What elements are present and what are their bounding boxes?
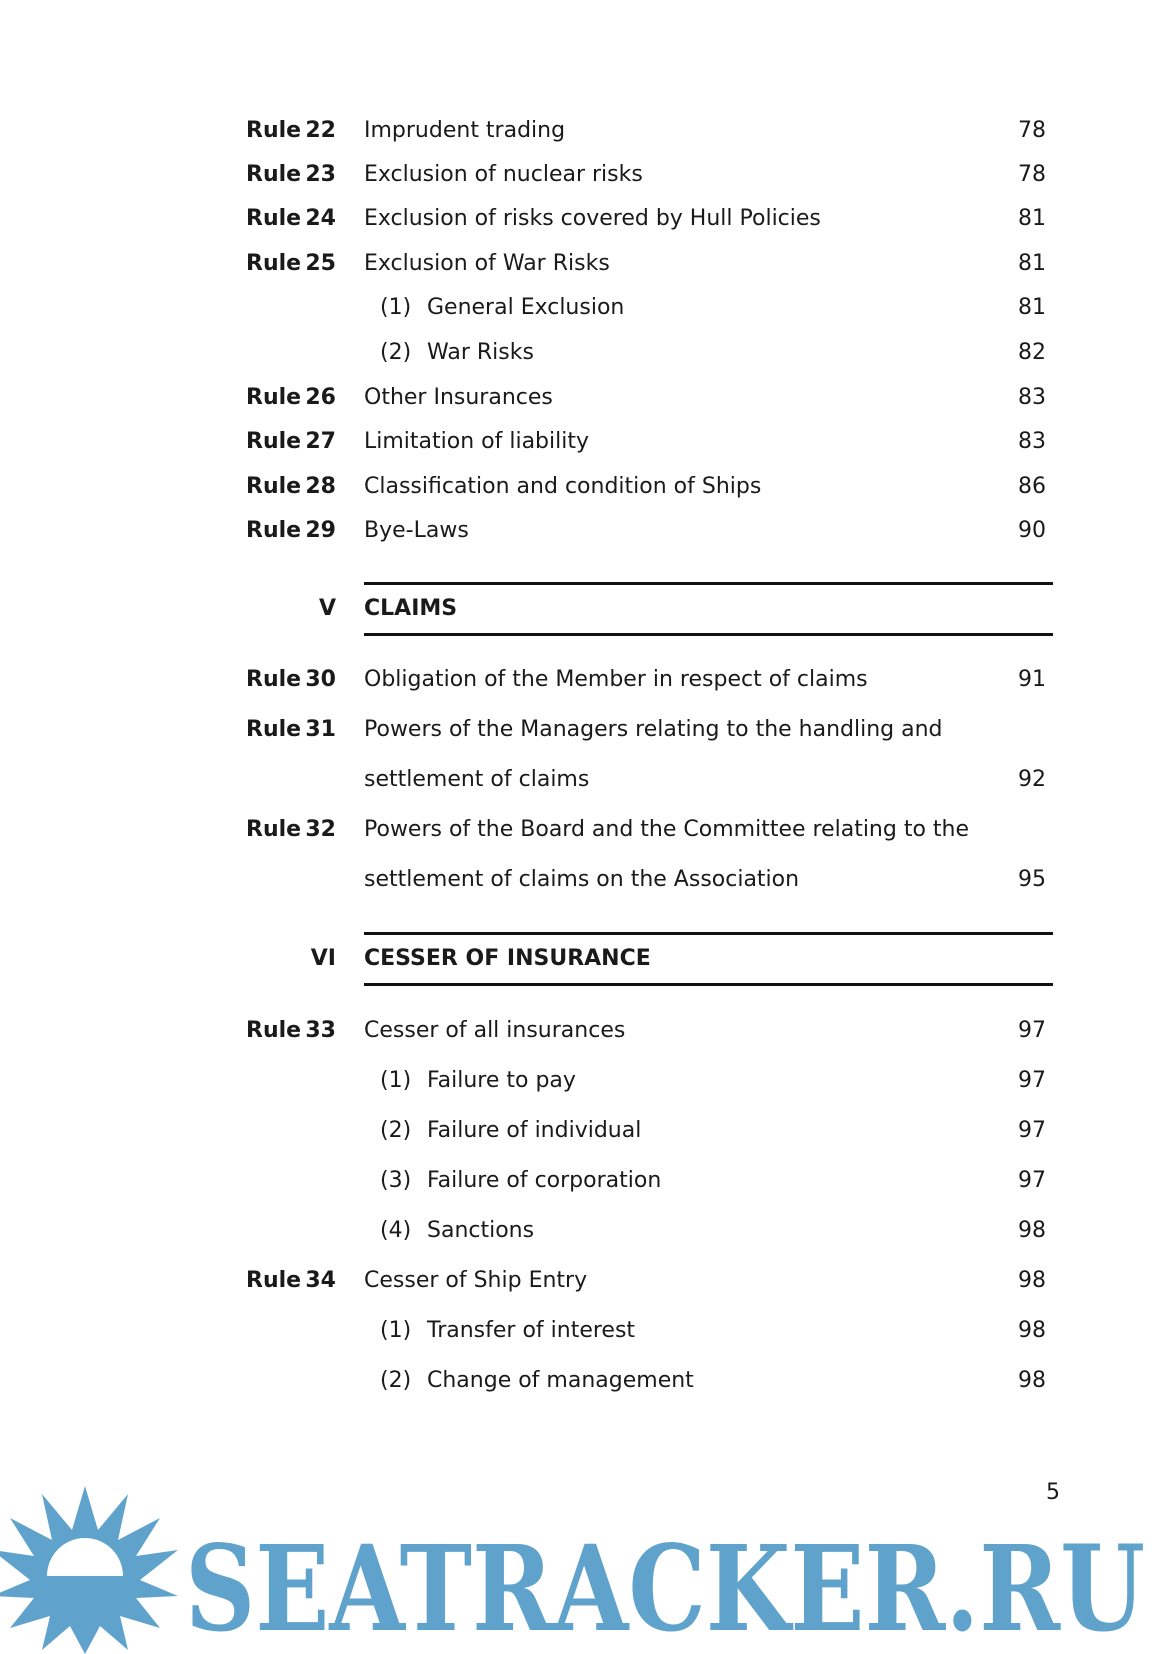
page-ref: 83 [1018, 385, 1046, 410]
sub-title: Transfer of interest [427, 1318, 636, 1343]
section-numeral: V [318, 596, 336, 621]
toc-row-rule-22 [0, 109, 1166, 153]
rule-number: 24 [305, 206, 336, 231]
section-rule-bottom [364, 983, 1053, 986]
sub-title: General Exclusion [427, 295, 625, 320]
sun-burst-icon [0, 1486, 178, 1654]
page-ref: 98 [1018, 1368, 1046, 1393]
sub-title: Sanctions [427, 1218, 535, 1243]
rule-number: 26 [305, 385, 336, 410]
toc-row-rule-27 [0, 420, 1166, 464]
section-heading-vi [0, 937, 1166, 981]
rule-number: 23 [305, 162, 336, 187]
toc-row-continuation [0, 858, 1166, 902]
rule-number: 22 [305, 118, 336, 143]
page-ref: 83 [1018, 429, 1046, 454]
page-ref: 97 [1018, 1018, 1046, 1043]
rule-label: Rule [246, 429, 302, 454]
entry-title: Obligation of the Member in respect of claims [364, 667, 868, 692]
toc-subrow [0, 1209, 1166, 1253]
rule-label: Rule [246, 1018, 302, 1043]
toc-subrow [0, 1309, 1166, 1353]
sub-number: (1) [380, 1068, 412, 1093]
entry-title-continuation: settlement of claims [364, 767, 590, 792]
rule-label: Rule [246, 717, 302, 742]
rule-number: 31 [305, 717, 336, 742]
page-ref: 91 [1018, 667, 1046, 692]
toc-subrow [0, 1109, 1166, 1153]
section-title: CESSER OF INSURANCE [364, 946, 651, 971]
page-ref: 97 [1018, 1118, 1046, 1143]
entry-title: Classification and condition of Ships [364, 474, 762, 499]
sub-number: (2) [380, 340, 412, 365]
section-rule-top [364, 582, 1053, 585]
section-heading-v [0, 587, 1166, 631]
rule-number: 27 [305, 429, 336, 454]
rule-number: 25 [305, 251, 336, 276]
toc-subrow [0, 1159, 1166, 1203]
entry-title: Bye-Laws [364, 518, 469, 543]
sub-title: War Risks [427, 340, 534, 365]
page-ref: 97 [1018, 1068, 1046, 1093]
entry-title: Cesser of all insurances [364, 1018, 626, 1043]
page-ref: 98 [1018, 1318, 1046, 1343]
rule-number: 34 [305, 1268, 336, 1293]
toc-subrow [0, 331, 1166, 375]
rule-number: 32 [305, 817, 336, 842]
rule-number: 33 [305, 1018, 336, 1043]
section-title: CLAIMS [364, 596, 458, 621]
rule-label: Rule [246, 667, 302, 692]
sub-number: (1) [380, 295, 412, 320]
sub-number: (2) [380, 1118, 412, 1143]
entry-title: Powers of the Managers relating to the handling and [364, 717, 943, 742]
page-ref: 78 [1018, 118, 1046, 143]
rule-label: Rule [246, 206, 302, 231]
page-ref: 98 [1018, 1218, 1046, 1243]
toc-subrow [0, 286, 1166, 330]
section-rule-top [364, 932, 1053, 935]
rule-number: 29 [305, 518, 336, 543]
rule-label: Rule [246, 474, 302, 499]
entry-title: Exclusion of War Risks [364, 251, 610, 276]
rule-number: 30 [305, 667, 336, 692]
toc-subrow [0, 1359, 1166, 1403]
rule-label: Rule [246, 251, 302, 276]
page-ref: 81 [1018, 295, 1046, 320]
toc-row-continuation [0, 758, 1166, 802]
rule-label: Rule [246, 518, 302, 543]
section-numeral: VI [310, 946, 336, 971]
sub-title: Failure of corporation [427, 1168, 662, 1193]
rule-number: 28 [305, 474, 336, 499]
sub-number: (2) [380, 1368, 412, 1393]
entry-title: Exclusion of nuclear risks [364, 162, 643, 187]
page-ref: 97 [1018, 1168, 1046, 1193]
section-rule-bottom [364, 633, 1053, 636]
entry-title: Powers of the Board and the Committee relating to the [364, 817, 970, 842]
entry-title: Other Insurances [364, 385, 553, 410]
page-ref: 82 [1018, 340, 1046, 365]
toc-row-rule-29 [0, 509, 1166, 553]
rule-label: Rule [246, 1268, 302, 1293]
toc-row-rule-30 [0, 658, 1166, 702]
page-number: 5 [1046, 1480, 1060, 1505]
sub-number: (3) [380, 1168, 412, 1193]
rule-label: Rule [246, 118, 302, 143]
toc-row-rule-33 [0, 1009, 1166, 1053]
toc-row-rule-34 [0, 1259, 1166, 1303]
entry-title: Cesser of Ship Entry [364, 1268, 588, 1293]
watermark-text: SEATRACKER.RU [185, 1519, 1145, 1654]
rule-label: Rule [246, 162, 302, 187]
page-ref: 90 [1018, 518, 1046, 543]
entry-title: Exclusion of risks covered by Hull Policies [364, 206, 821, 231]
sub-title: Change of management [427, 1368, 694, 1393]
watermark [0, 1480, 1166, 1654]
sub-title: Failure of individual [427, 1118, 642, 1143]
page-ref: 86 [1018, 474, 1046, 499]
page-ref: 95 [1018, 867, 1046, 892]
toc-row-rule-26 [0, 376, 1166, 420]
sub-number: (1) [380, 1318, 412, 1343]
toc-row-rule-31 [0, 708, 1166, 752]
toc-subrow [0, 1059, 1166, 1103]
page-ref: 98 [1018, 1268, 1046, 1293]
sub-number: (4) [380, 1218, 412, 1243]
entry-title: Imprudent trading [364, 118, 566, 143]
page-ref: 81 [1018, 251, 1046, 276]
rule-label: Rule [246, 817, 302, 842]
entry-title-continuation: settlement of claims on the Association [364, 867, 800, 892]
toc-row-rule-32 [0, 808, 1166, 852]
sub-title: Failure to pay [427, 1068, 576, 1093]
toc-row-rule-24 [0, 197, 1166, 241]
page-ref: 78 [1018, 162, 1046, 187]
page-ref: 92 [1018, 767, 1046, 792]
toc-row-rule-28 [0, 465, 1166, 509]
entry-title: Limitation of liability [364, 429, 590, 454]
toc-row-rule-23 [0, 153, 1166, 197]
rule-label: Rule [246, 385, 302, 410]
toc-row-rule-25 [0, 242, 1166, 286]
page-ref: 81 [1018, 206, 1046, 231]
